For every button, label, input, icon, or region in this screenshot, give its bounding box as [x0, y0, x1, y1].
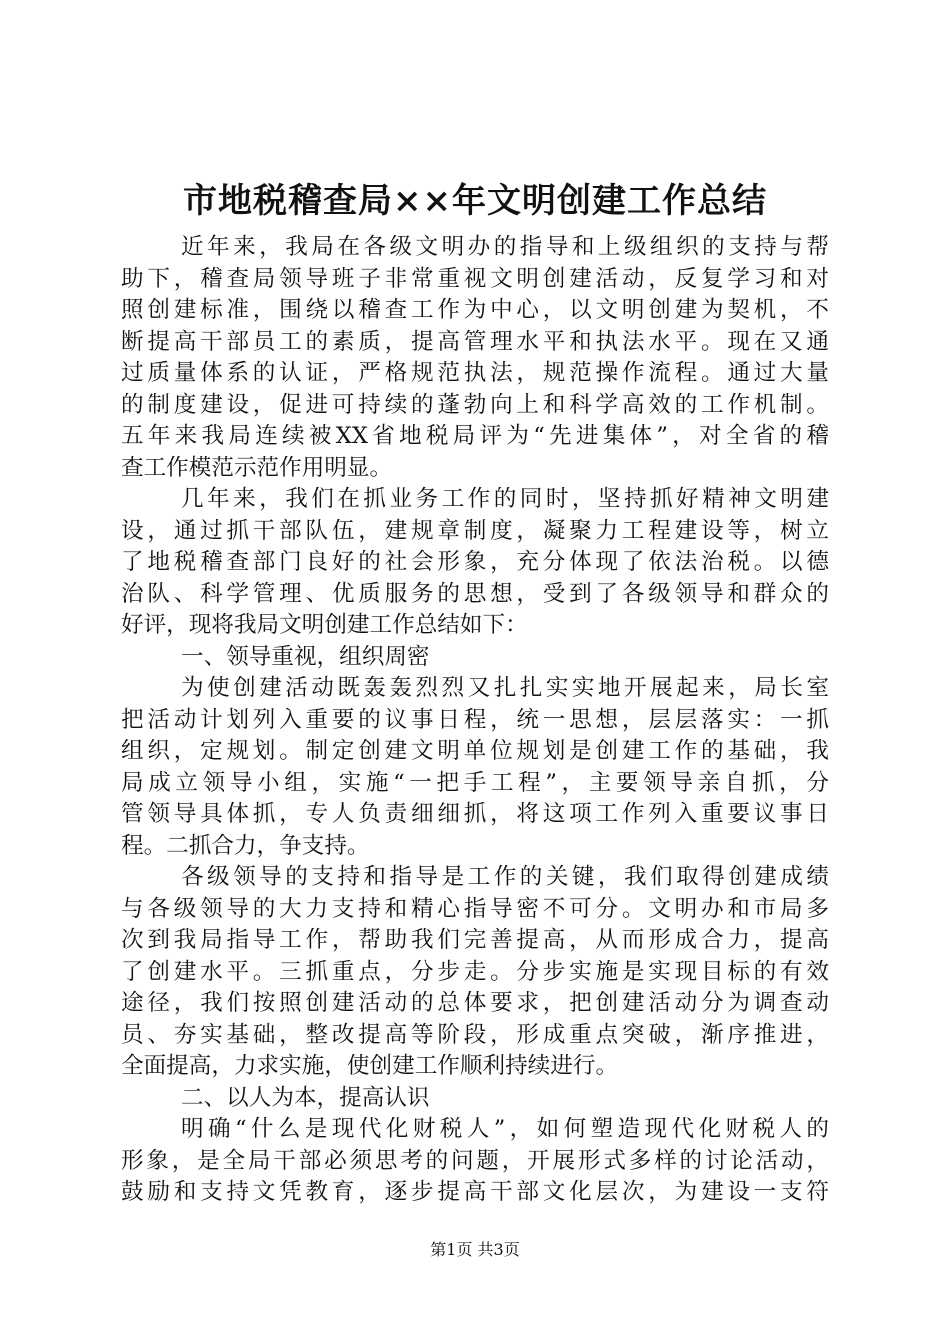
- paragraph-line: 员、夯实基础，整改提高等阶段，形成重点突破，渐序推进，: [121, 1021, 829, 1048]
- paragraph: [121, 862, 829, 1083]
- paragraph-line: 明确“什么是现代化财税人”，如何塑造现代化财税人的: [181, 1116, 829, 1142]
- paragraph: [121, 484, 829, 642]
- paragraph-line: 了地税稽查部门良好的社会形象，充分体现了依法治税。以德: [121, 549, 829, 575]
- paragraph-line: 为使创建活动既轰轰烈烈又扎扎实实地开展起来，局长室: [181, 675, 829, 701]
- paragraph-line: 组织，定规划。制定创建文明单位规划是创建工作的基础，我: [121, 738, 829, 764]
- paragraph: [121, 673, 829, 862]
- paragraph-line: 治队、科学管理、优质服务的思想，受到了各级领导和群众的: [121, 580, 829, 607]
- section-heading: 一、领导重视，组织周密: [181, 643, 430, 670]
- paragraph-line: 几年来，我们在抓业务工作的同时，坚持抓好精神文明建: [181, 486, 829, 512]
- paragraph-line: 查工作模范示范作用明显。: [121, 454, 393, 481]
- paragraph-line: 了创建水平。三抓重点，分步走。分步实施是实现目标的有效: [121, 958, 829, 985]
- paragraph-line: 照创建标准，围绕以稽查工作为中心，以文明创建为契机，不: [121, 297, 829, 323]
- paragraph-line: 途径，我们按照创建活动的总体要求，把创建活动分为调查动: [121, 990, 829, 1016]
- page-footer: 第1页 共3页: [430, 1240, 520, 1259]
- paragraph-line: 助下，稽查局领导班子非常重视文明创建活动，反复学习和对: [121, 265, 829, 292]
- paragraph-line: 形象，是全局干部必须思考的问题，开展形式多样的讨论活动，: [121, 1147, 829, 1174]
- paragraph-line: 全面提高，力求实施，使创建工作顺利持续进行。: [121, 1053, 619, 1079]
- paragraph: [121, 232, 829, 484]
- paragraph-line: 鼓励和支持文凭教育，逐步提高干部文化层次，为建设一支符: [121, 1179, 829, 1205]
- document-body: [121, 232, 829, 1209]
- paragraph-line: 各级领导的支持和指导是工作的关键，我们取得创建成绩: [181, 864, 829, 890]
- paragraph-line: 局成立领导小组，实施“一把手工程”，主要领导亲自抓，分: [121, 769, 829, 796]
- paragraph-line: 的制度建设，促进可持续的蓬勃向上和科学高效的工作机制。: [121, 391, 829, 418]
- document-title: 市地税稽查局××年文明创建工作总结: [183, 181, 767, 221]
- paragraph-line: 管领导具体抓，专人负责细细抓，将这项工作列入重要议事日: [121, 801, 829, 827]
- paragraph-line: 设，通过抓干部队伍，建规章制度，凝聚力工程建设等，树立: [121, 517, 829, 544]
- paragraph-line: 五年来我局连续被XX省地税局评为“先进集体”，对全省的稽: [121, 423, 829, 449]
- section-heading: 二、以人为本，提高认识: [181, 1084, 430, 1111]
- paragraph-line: 断提高干部员工的素质，提高管理水平和执法水平。现在又通: [121, 328, 829, 355]
- paragraph-line: 程。二抓合力，争支持。: [121, 832, 370, 859]
- paragraph-line: 次到我局指导工作，帮助我们完善提高，从而形成合力，提高: [121, 927, 829, 953]
- paragraph-line: 近年来，我局在各级文明办的指导和上级组织的支持与帮: [181, 234, 829, 260]
- paragraph-line: 过质量体系的认证，严格规范执法，规范操作流程。通过大量: [121, 360, 829, 386]
- paragraph-line: 与各级领导的大力支持和精心指导密不可分。文明办和市局多: [121, 895, 829, 922]
- paragraph-line: 把活动计划列入重要的议事日程，统一思想，层层落实：一抓: [121, 706, 829, 733]
- paragraph: [121, 1114, 829, 1209]
- paragraph-line: 好评，现将我局文明创建工作总结如下：: [121, 612, 528, 638]
